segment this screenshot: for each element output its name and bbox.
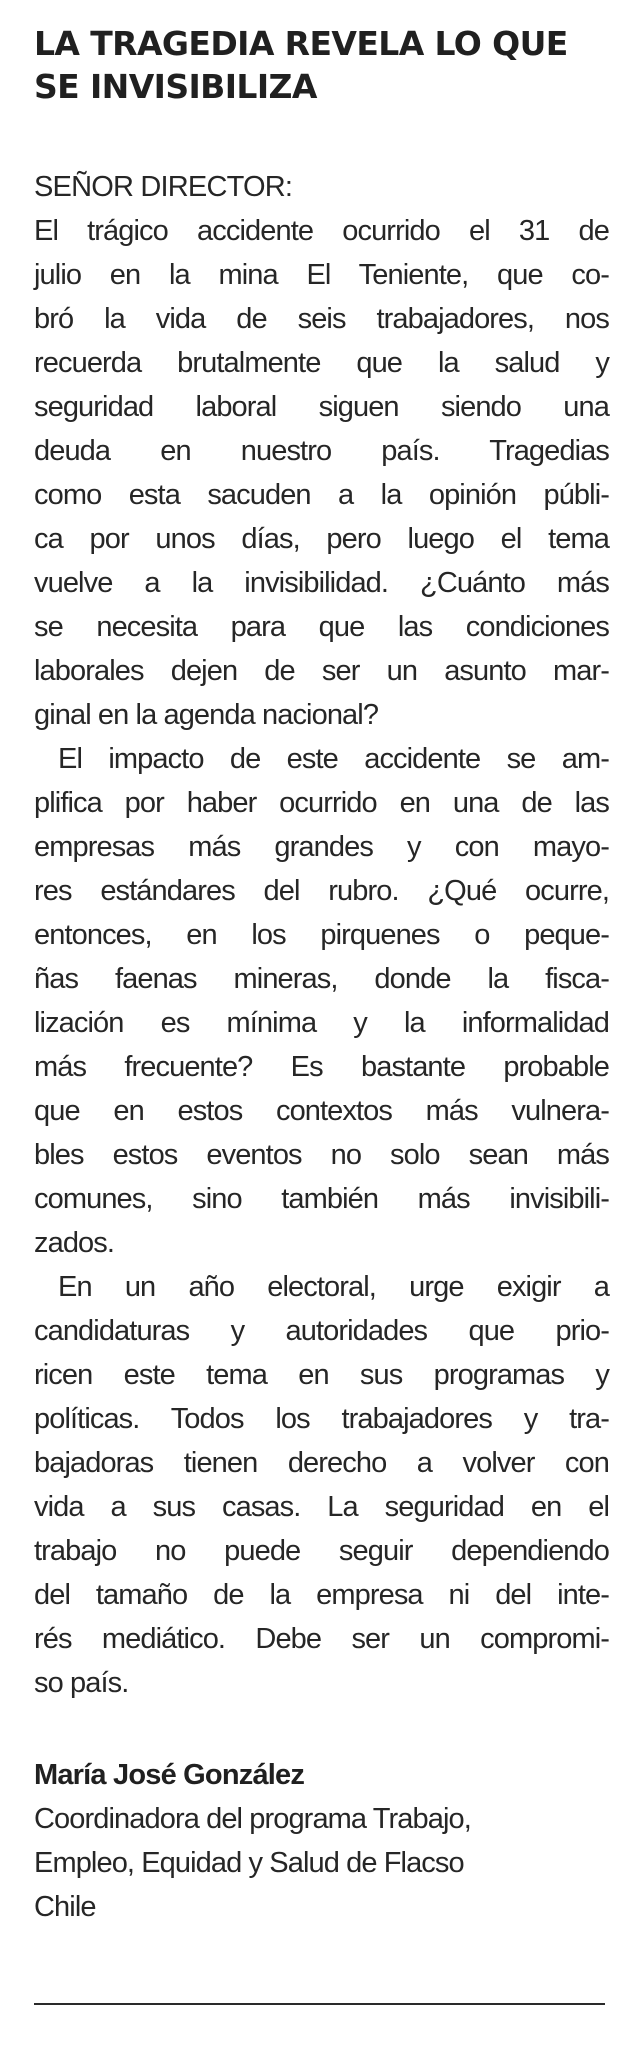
author-role-line: Empleo, Equidad y Salud de Flacso xyxy=(34,1847,464,1879)
body-line: entonces, en los pirquenes o peque- xyxy=(34,919,609,951)
body-line: que en estos contextos más vulnera- xyxy=(34,1095,609,1127)
author-role xyxy=(34,1797,609,1929)
body-line: zados. xyxy=(34,1227,115,1259)
body-line: vuelve a la invisibilidad. ¿Cuánto más xyxy=(34,567,609,599)
body-line: En un año electoral, urge exigir a xyxy=(58,1271,609,1303)
body-line: se necesita para que las condiciones xyxy=(34,611,609,643)
body-line: so país. xyxy=(34,1667,129,1699)
body-line: rés mediático. Debe ser un compromi- xyxy=(34,1623,609,1655)
body-line: ca por unos días, pero luego el tema xyxy=(34,523,609,555)
salutation: SEÑOR DIRECTOR: xyxy=(34,171,293,203)
body-line: seguridad laboral siguen siendo una xyxy=(34,391,609,423)
body-line: comunes, sino también más invisibili- xyxy=(34,1183,609,1215)
body-line: ricen este tema en sus programas y xyxy=(34,1359,609,1391)
headline xyxy=(34,22,609,108)
body-line: candidaturas y autoridades que prio- xyxy=(34,1315,609,1347)
body-line: res estándares del rubro. ¿Qué ocurre, xyxy=(34,875,609,907)
body-line: bajadoras tienen derecho a volver con xyxy=(34,1447,609,1479)
body-line: El trágico accidente ocurrido el 31 de xyxy=(34,215,609,247)
body-line: como esta sacuden a la opinión públi- xyxy=(34,479,609,511)
body-line: laborales dejen de ser un asunto mar- xyxy=(34,655,609,687)
body-line: ñas faenas mineras, donde la fisca- xyxy=(34,963,609,995)
body-line: bles estos eventos no solo sean más xyxy=(34,1139,609,1171)
letter-body xyxy=(34,209,609,1705)
body-line: deuda en nuestro país. Tragedias xyxy=(34,435,609,467)
author-role-line: Chile xyxy=(34,1891,96,1923)
body-line: El impacto de este accidente se am- xyxy=(58,743,609,775)
author-role-line: Coordinadora del programa Trabajo, xyxy=(34,1803,471,1835)
body-line: recuerda brutalmente que la salud y xyxy=(34,347,609,379)
headline-line-2: SE INVISIBILIZA xyxy=(34,67,317,106)
body-line: empresas más grandes y con mayo- xyxy=(34,831,609,863)
body-line: del tamaño de la empresa ni del inte- xyxy=(34,1579,609,1611)
headline-line-1: LA TRAGEDIA REVELA LO QUE xyxy=(34,24,568,63)
body-line: vida a sus casas. La seguridad en el xyxy=(34,1491,609,1523)
body-line: julio en la mina El Teniente, que co- xyxy=(34,259,609,291)
author-name: María José González xyxy=(34,1759,305,1791)
body-line: políticas. Todos los trabajadores y tra- xyxy=(34,1403,609,1435)
body-line: trabajo no puede seguir dependiendo xyxy=(34,1535,609,1567)
bottom-divider xyxy=(34,2003,605,2005)
body-line: lización es mínima y la informalidad xyxy=(34,1007,609,1039)
body-line: ginal en la agenda nacional? xyxy=(34,699,379,731)
body-line: más frecuente? Es bastante probable xyxy=(34,1051,609,1083)
body-line: bró la vida de seis trabajadores, nos xyxy=(34,303,609,335)
body-line: plifica por haber ocurrido en una de las xyxy=(34,787,609,819)
